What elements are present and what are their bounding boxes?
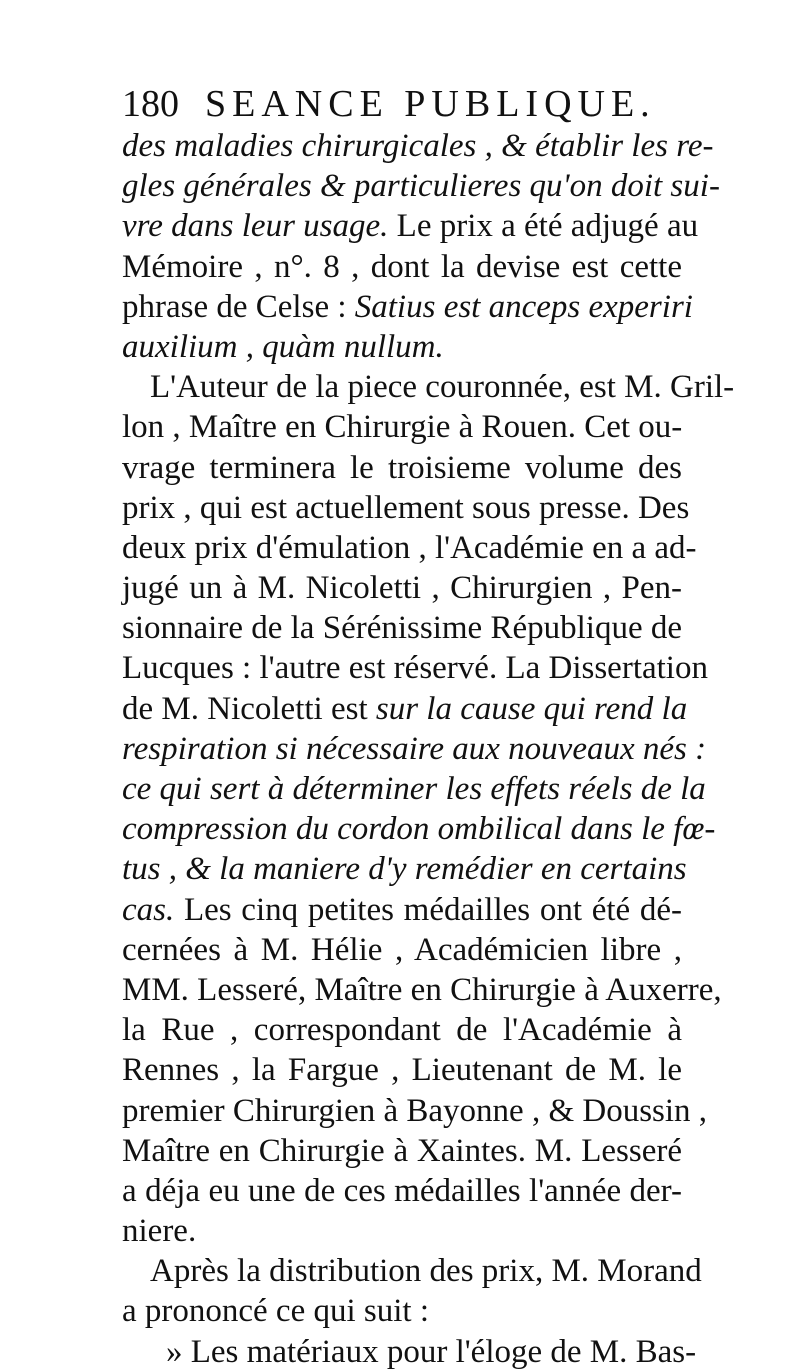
text-segment: deux prix d'émulation , l'Académie en a ad- <box>122 529 697 566</box>
text-line <box>122 1332 697 1372</box>
running-title: SEANCE PUBLIQUE. <box>205 83 656 125</box>
text-line <box>122 769 706 809</box>
text-segment: jugé un à M. Nicoletti , Chirurgien , Pen- <box>122 570 682 607</box>
text-line <box>122 970 722 1010</box>
text-line <box>122 608 682 648</box>
text-segment: gles générales & particulieres qu'on doit sui- <box>122 168 720 205</box>
text-segment: sionnaire de la Sérénissime République de <box>122 610 682 647</box>
text-line <box>122 126 714 166</box>
text-segment: de M. Nicoletti est <box>122 690 376 727</box>
text-segment: lon , Maître en Chirurgie à Rouen. Cet ou- <box>122 409 683 446</box>
text-line <box>122 689 688 729</box>
text-line <box>122 1291 682 1331</box>
text-line <box>122 327 682 367</box>
text-segment: Maître en Chirurgie à Xaintes. M. Lesseré <box>122 1132 682 1169</box>
text-line <box>122 930 682 970</box>
text-segment: la Rue , correspondant de l'Académie à <box>122 1012 682 1049</box>
text-line <box>122 1050 682 1090</box>
text-segment: Après la distribution des prix, M. Morand <box>150 1253 702 1290</box>
text-line <box>122 729 707 769</box>
text-line <box>122 367 735 407</box>
text-segment: tus , & la maniere d'y remédier en certains <box>122 851 687 888</box>
text-segment: prix , qui est actuellement sous presse. Des <box>122 489 690 526</box>
text-line <box>122 890 682 930</box>
text-segment: Les cinq petites médailles ont été dé- <box>174 891 682 928</box>
text-segment: auxilium , quàm nullum. <box>122 328 444 365</box>
text-segment: cernées à M. Hélie , Académicien libre , <box>122 931 682 968</box>
text-line <box>122 1091 708 1131</box>
text-segment: compression du cordon ombilical dans le fœ- <box>122 811 716 848</box>
text-line <box>122 287 693 327</box>
body-text <box>122 126 735 1372</box>
page-number: 180 <box>122 83 179 125</box>
text-segment: vrage terminera le troisieme volume des <box>122 449 682 486</box>
text-line <box>122 1131 682 1171</box>
text-line <box>122 849 687 889</box>
text-segment: phrase de Celse : <box>122 288 355 325</box>
text-segment: Mémoire , n°. 8 , dont la devise est cette <box>122 248 682 285</box>
text-line <box>122 568 682 608</box>
text-line <box>122 1211 682 1251</box>
text-line <box>122 1251 702 1291</box>
text-line <box>122 247 682 287</box>
text-segment: L'Auteur de la piece couronnée, est M. Gril- <box>150 369 735 406</box>
text-segment: a prononcé ce qui suit : <box>122 1293 429 1330</box>
text-segment: sur la cause qui rend la <box>375 690 688 727</box>
text-segment: premier Chirurgien à Bayonne , & Doussin , <box>122 1092 708 1129</box>
text-line <box>122 206 699 246</box>
text-segment: cas. <box>122 891 175 928</box>
text-segment: » Les matériaux pour l'éloge de M. Bas- <box>166 1333 697 1370</box>
text-line <box>122 648 708 688</box>
text-segment: a déja eu une de ces médailles l'année der- <box>122 1172 682 1209</box>
text-segment: Lucques : l'autre est réservé. La Dissertation <box>122 650 708 687</box>
text-segment: respiration si nécessaire aux nouveaux nés : <box>122 730 707 767</box>
text-segment: niere. <box>122 1213 197 1250</box>
text-line <box>122 407 682 447</box>
text-segment: Le prix a été adjugé au <box>388 208 699 245</box>
text-line <box>122 809 716 849</box>
text-segment: vre dans leur usage. <box>122 208 389 245</box>
text-segment: Rennes , la Fargue , Lieutenant de M. le <box>122 1052 682 1089</box>
text-line <box>122 166 720 206</box>
text-line <box>122 488 690 528</box>
page-header <box>122 80 656 128</box>
text-line <box>122 528 697 568</box>
text-segment: des maladies chirurgicales , & établir les re- <box>122 128 714 164</box>
text-segment: ce qui sert à déterminer les effets réels de la <box>122 771 706 807</box>
text-line <box>122 448 682 488</box>
text-segment: MM. Lesseré, Maître en Chirurgie à Auxerre, <box>122 971 722 1008</box>
text-segment: Satius est anceps experiri <box>354 288 693 325</box>
text-line <box>122 1171 682 1211</box>
text-line <box>122 1010 682 1050</box>
